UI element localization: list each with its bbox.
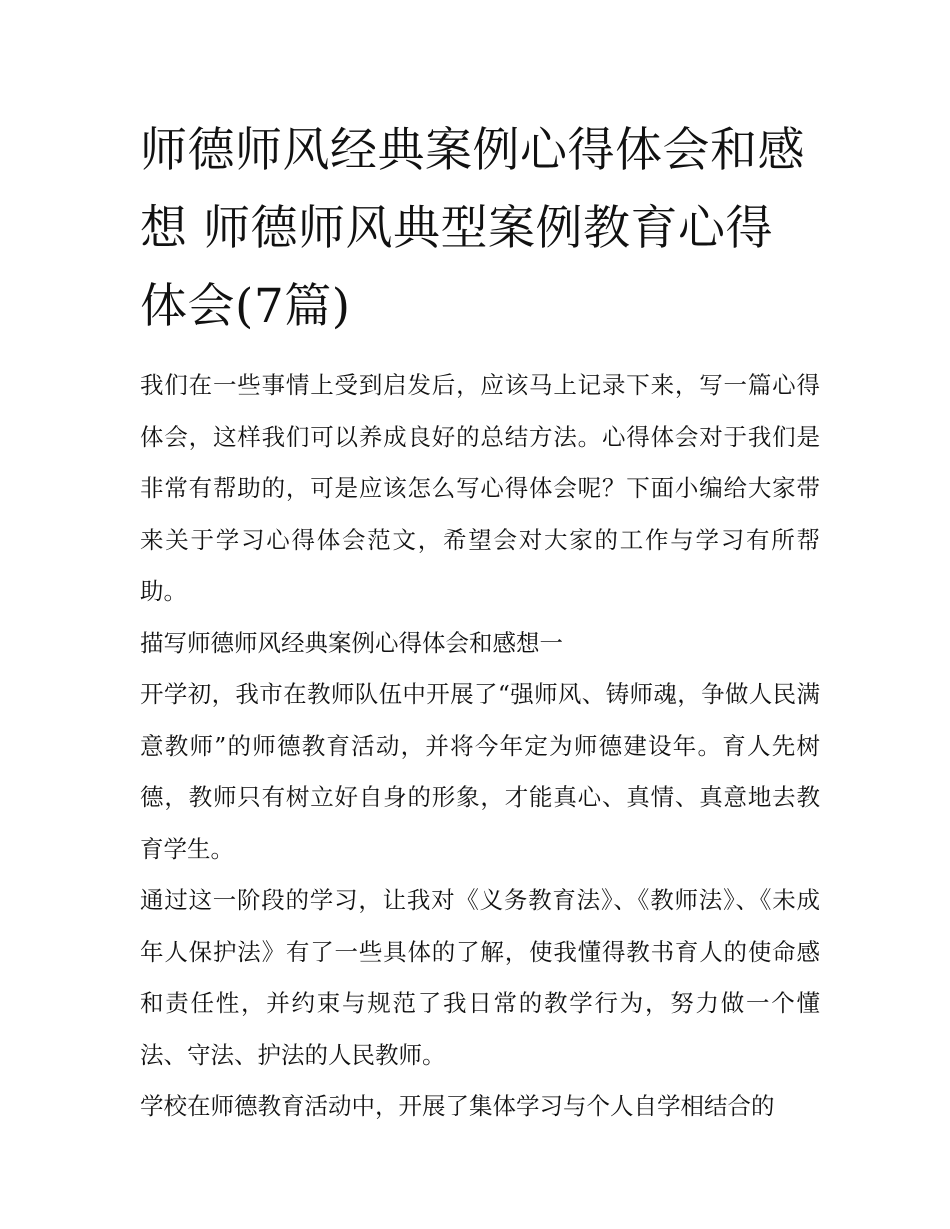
body-paragraph: 学校在师德教育活动中，开展了集体学习与个人自学相结合的 <box>140 1092 775 1120</box>
document-title: 师德师风经典案例心得体会和感想 师德师风典型案例教育心得体会(7篇) <box>140 123 805 334</box>
section-heading: 描写师德师风经典案例心得体会和感想一 <box>140 628 563 657</box>
intro-paragraph: 我们在一些事情上受到启发后，应该马上记录下来，写一篇心得体会，这样我们可以养成良好的总结方法。心得体会对于我们是非常有帮助的，可是应该怎么写心得体会呢？下面小编给大家带来关于学习心得体会范文，希望会对大家的工作与学习有所帮助。 <box>140 371 820 605</box>
body-paragraph: 开学初，我市在教师队伍中开展了“强师风、铸师魂，争做人民满意教师”的师德教育活动，并将今年定为师德建设年。育人先树德，教师只有树立好自身的形象，才能真心、真情、真意地去教育学生。 <box>140 680 820 863</box>
body-paragraph: 通过这一阶段的学习，让我对《义务教育法》、《教师法》、《未成年人保护法》有了一些具体的了解，使我懂得教书育人的使命感和责任性，并约束与规范了我日常的教学行为，努力做一个懂法、守法、护法的人民教师。 <box>140 886 820 1069</box>
